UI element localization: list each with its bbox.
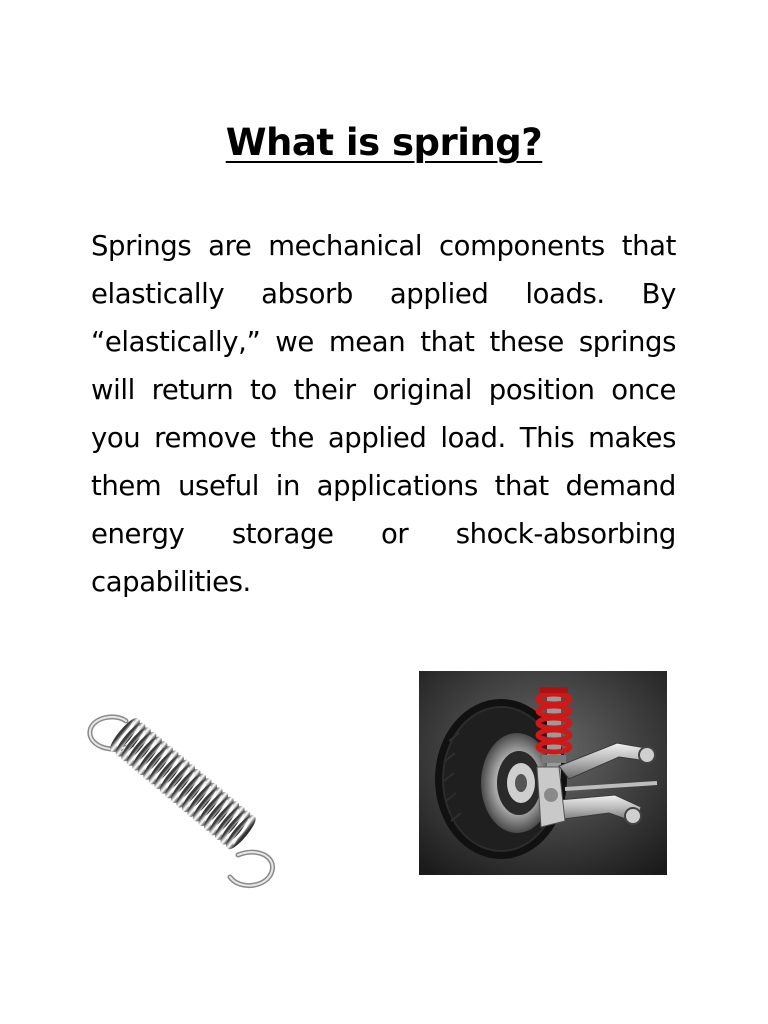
- extension-spring-image: [80, 705, 280, 895]
- page-title: What is spring?: [225, 120, 543, 164]
- body-paragraph: Springs are mechanical components that elastically absorb applied loads. By “elastically,” we mean that these springs will return to their original position once you remove the applied load. This makes them useful in applications that demand energy storage or shock-absorbing capabilities.: [91, 230, 676, 598]
- car-suspension-image: [419, 671, 667, 875]
